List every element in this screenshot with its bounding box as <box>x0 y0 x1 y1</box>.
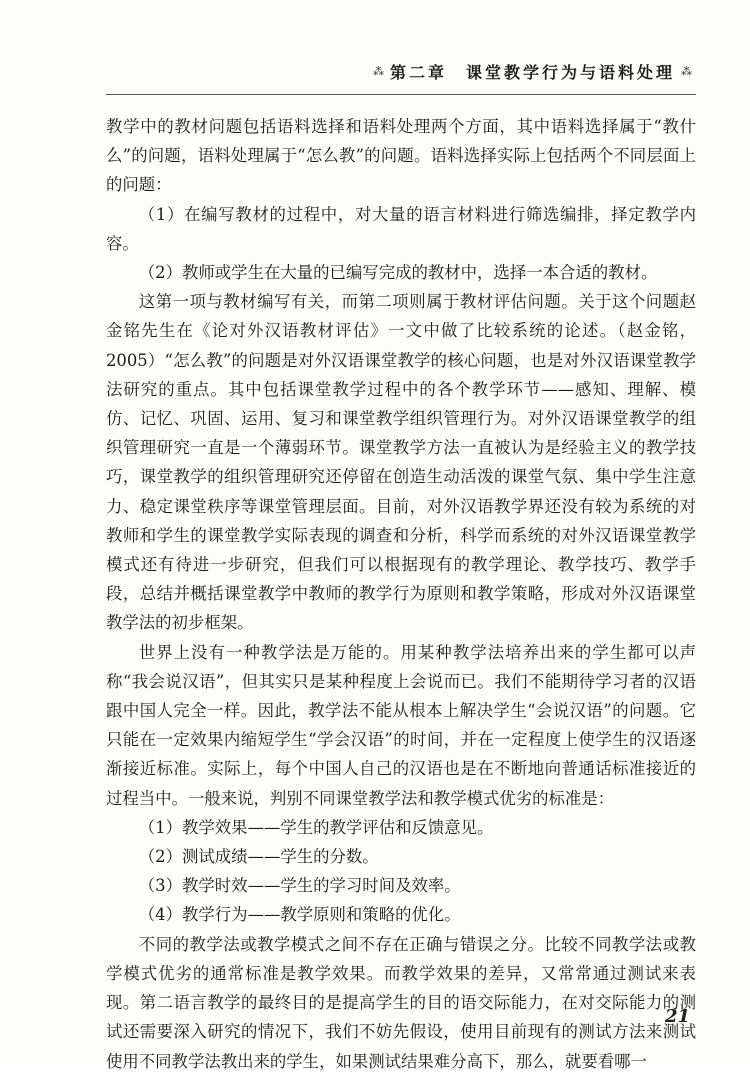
running-header <box>373 60 692 83</box>
list-item-2: （2）教师或学生在大量的已编写完成的教材中，选择一本合适的教材。 <box>138 263 658 283</box>
page-number: 21 <box>664 1006 690 1027</box>
chapter-title: 第二章 课堂教学行为与语料处理 <box>389 63 675 82</box>
paragraph-no-universal-method: 世界上没有一种教学法是万能的。用某种教学法培养出来的学生都可以声称“我会说汉语”，但其实只是某种程度上会说而已。我们不能期待学习者的汉语跟中国人完全一样。因此，教学法不能从根本上解决学生“会说汉语”的问题。它只能在一定效果内缩短学生“学会汉语”的时间，并在一定程度上使学生的汉语逐渐接近标准。实际上，每个中国人自己的汉语也是在不断地向普通话标准接近的过程当中。一般来说，判别不同课堂教学法和教学模式优劣的标准是： <box>106 642 696 808</box>
ornament-right-icon: ⁂ <box>681 65 692 78</box>
list-item-1: （1）在编写教材的过程中，对大量的语言材料进行筛选编排，择定教学内容。 <box>106 204 696 253</box>
criterion-item-1: （1）教学效果——学生的教学评估和反馈意见。 <box>138 817 494 837</box>
header-rule <box>106 94 696 95</box>
body-text <box>106 112 696 1076</box>
paragraph-intro: 教学中的教材问题包括语料选择和语料处理两个方面，其中语料选择属于“教什么”的问题，语料处理属于“怎么教”的问题。语料选择实际上包括两个不同层面上的问题： <box>106 117 696 195</box>
criterion-item-2: （2）测试成绩——学生的分数。 <box>138 847 379 867</box>
ornament-left-icon: ⁂ <box>372 65 384 78</box>
criterion-item-3: （3）教学时效——学生的学习时间及效率。 <box>138 876 461 896</box>
paragraph-comparison: 不同的教学法或教学模式之间不存在正确与错误之分。比较不同教学法或教学模式优劣的通常标准是教学效果。而教学效果的差异，又常常通过测试来表现。第二语言教学的最终目的是提高学生的目的语交际能力，在对交际能力的测试还需要深入研究的情况下，我们不妨先假设，使用目前现有的测试方法来测试使用不同教学法教出来的学生，如果测试结果难分高下，那么，就要看哪一 <box>106 934 696 1071</box>
paragraph-methods: 这第一项与教材编写有关，而第二项则属于教材评估问题。关于这个问题赵金铭先生在《论对外汉语教材评估》一文中做了比较系统的论述。（赵金铭，2005）“怎么教”的问题是对外汉语课堂教学的核心问题，也是对外汉语课堂教学法研究的重点。其中包括课堂教学过程中的各个教学环节——感知、理解、模仿、记忆、巩固、运用、复习和课堂教学组织管理行为。对外汉语课堂教学的组织管理研究一直是一个薄弱环节。课堂教学方法一直被认为是经验主义的教学技巧，课堂教学的组织管理研究还停留在创造生动活泼的课堂气氛、集中学生注意力、稳定课堂秩序等课堂管理层面。目前，对外汉语教学界还没有较为系统的对教师和学生的课堂教学实际表现的调查和分析，科学而系统的对外汉语课堂教学模式还有待进一步研究，但我们可以根据现有的教学理论、教学技巧、教学手段，总结并概括课堂教学中教师的教学行为原则和教学策略，形成对外汉语课堂教学法的初步框架。 <box>106 292 696 633</box>
criterion-item-4: （4）教学行为——教学原则和策略的优化。 <box>138 905 461 925</box>
